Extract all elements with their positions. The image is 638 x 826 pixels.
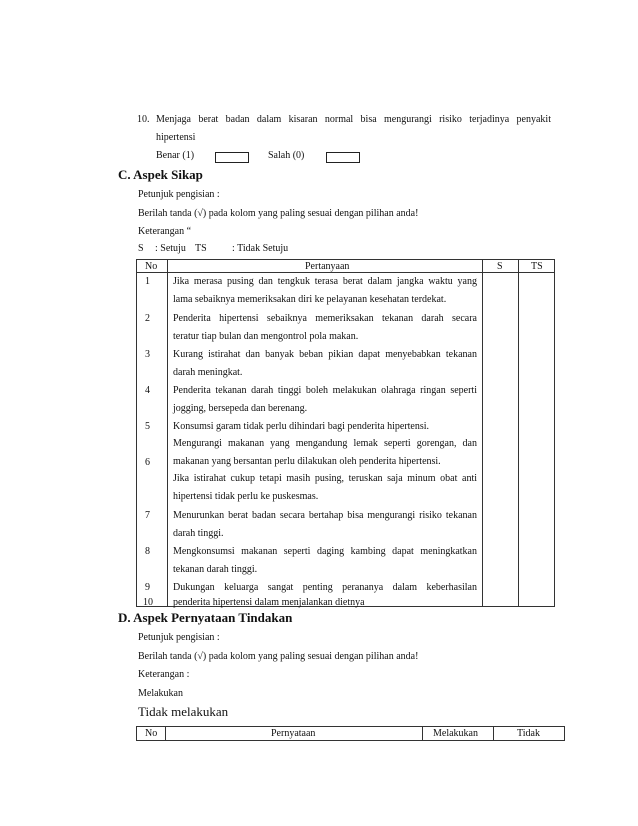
section-c-heading: C. Aspek Sikap — [118, 167, 203, 182]
row-statement-line2: Jika istirahat cukup tetapi masih pusing, teruskan saja minum obat anti — [173, 473, 477, 484]
row-statement-line1: Penderita tekanan darah tinggi boleh melakukan olahraga ringan seperti — [173, 385, 477, 396]
row-statement-line1: Menurunkan berat badan secara bertahap bisa mengurangi risiko tekanan — [173, 510, 477, 521]
row-statement-line2: darah tinggi. — [173, 528, 224, 539]
row-number: 8 — [145, 546, 150, 557]
attitude-table — [136, 259, 555, 607]
item-10-continuation: hipertensi — [156, 132, 196, 143]
row-number: 5 — [145, 421, 150, 432]
row-statement-line1: Kurang istirahat dan banyak beban pikian dapat menyebabkan tekanan — [173, 349, 477, 360]
row-statement-line1: makanan yang bersantan perlu dilakukan oleh penderita hipertensi. — [173, 456, 441, 467]
row-number: 2 — [145, 313, 150, 324]
legend-do: Melakukan — [138, 688, 183, 699]
row-statement-line2: Mengurangi makanan yang mengandung lemak seperti gorengan, dan — [173, 438, 477, 449]
action-table — [136, 726, 565, 741]
row-statement-line1: Konsumsi garam tidak perlu dihindari bagi penderita hipertensi. — [173, 421, 430, 432]
row-number: 9 — [145, 582, 150, 593]
row-statement-line1: penderita hipertensi dalam menjalankan dietnya — [173, 597, 365, 608]
row-statement-line1: Penderita hipertensi sebaiknya memeriksakan tekanan darah secara — [173, 313, 477, 324]
item-10-text: Menjaga berat badan dalam kisaran normal bisa mengurangi risiko terjadinya penyakit — [156, 114, 551, 125]
row-number: 4 — [145, 385, 150, 396]
legend-ts-key: TS — [195, 243, 207, 254]
row-statement-line2: darah meningkat. — [173, 367, 243, 378]
section-d-legend-title: Keterangan : — [138, 669, 190, 680]
header-no: No — [145, 728, 158, 739]
option-false-checkbox[interactable] — [326, 152, 360, 163]
section-d-instruction-title: Petunjuk pengisian : — [138, 632, 220, 643]
row-statement-line2: teratur tiap bulan dan mengontrol pola makan. — [173, 331, 359, 342]
legend-s-text: : Setuju — [155, 243, 186, 254]
section-c-instruction-title: Petunjuk pengisian : — [138, 189, 220, 200]
legend-s-key: S — [138, 243, 144, 254]
header-statement: Pertanyaan — [305, 261, 350, 272]
header-no: No — [145, 261, 158, 272]
legend-not-do: Tidak melakukan — [138, 704, 229, 719]
row-number: 3 — [145, 349, 150, 360]
row-statement-line1: Dukungan keluarga sangat penting perananya dalam keberhasilan — [173, 582, 477, 593]
option-true-checkbox[interactable] — [215, 152, 249, 163]
item-10-number: 10. — [137, 114, 150, 125]
row-number: 10 — [143, 597, 153, 608]
header-s: S — [497, 261, 503, 272]
legend-ts-text: : Tidak Setuju — [232, 243, 289, 254]
row-statement-line2: tekanan darah tinggi. — [173, 564, 258, 575]
row-statement-line2: lama sebaiknya memeriksakan diri ke pelayanan kesehatan terdekat. — [173, 294, 447, 305]
row-statement-line1: Mengkonsumsi makanan seperti daging kambing dapat meningkatkan — [173, 546, 477, 557]
section-c-instruction: Berilah tanda (√) pada kolom yang paling sesuai dengan pilihan anda! — [138, 208, 419, 219]
row-statement-line1: hipertensi tidak perlu ke puskesmas. — [173, 491, 319, 502]
header-statement: Pernyataan — [271, 728, 316, 739]
row-number: 1 — [145, 276, 150, 287]
section-c-legend-title: Keterangan “ — [138, 226, 192, 237]
header-do: Melakukan — [433, 728, 478, 739]
option-true-label: Benar (1) — [156, 150, 195, 161]
row-statement-line1: Jika merasa pusing dan tengkuk terasa berat dalam jangka waktu yang — [173, 276, 477, 287]
row-number: 7 — [145, 510, 150, 521]
section-d-instruction: Berilah tanda (√) pada kolom yang paling sesuai dengan pilihan anda! — [138, 651, 419, 662]
section-d-heading: D. Aspek Pernyataan Tindakan — [118, 610, 293, 625]
row-statement-line2: jogging, bersepeda dan berenang. — [173, 403, 308, 414]
header-ts: TS — [531, 261, 543, 272]
row-number: 6 — [145, 457, 150, 468]
header-not: Tidak — [517, 728, 540, 739]
option-false-label: Salah (0) — [268, 150, 305, 161]
